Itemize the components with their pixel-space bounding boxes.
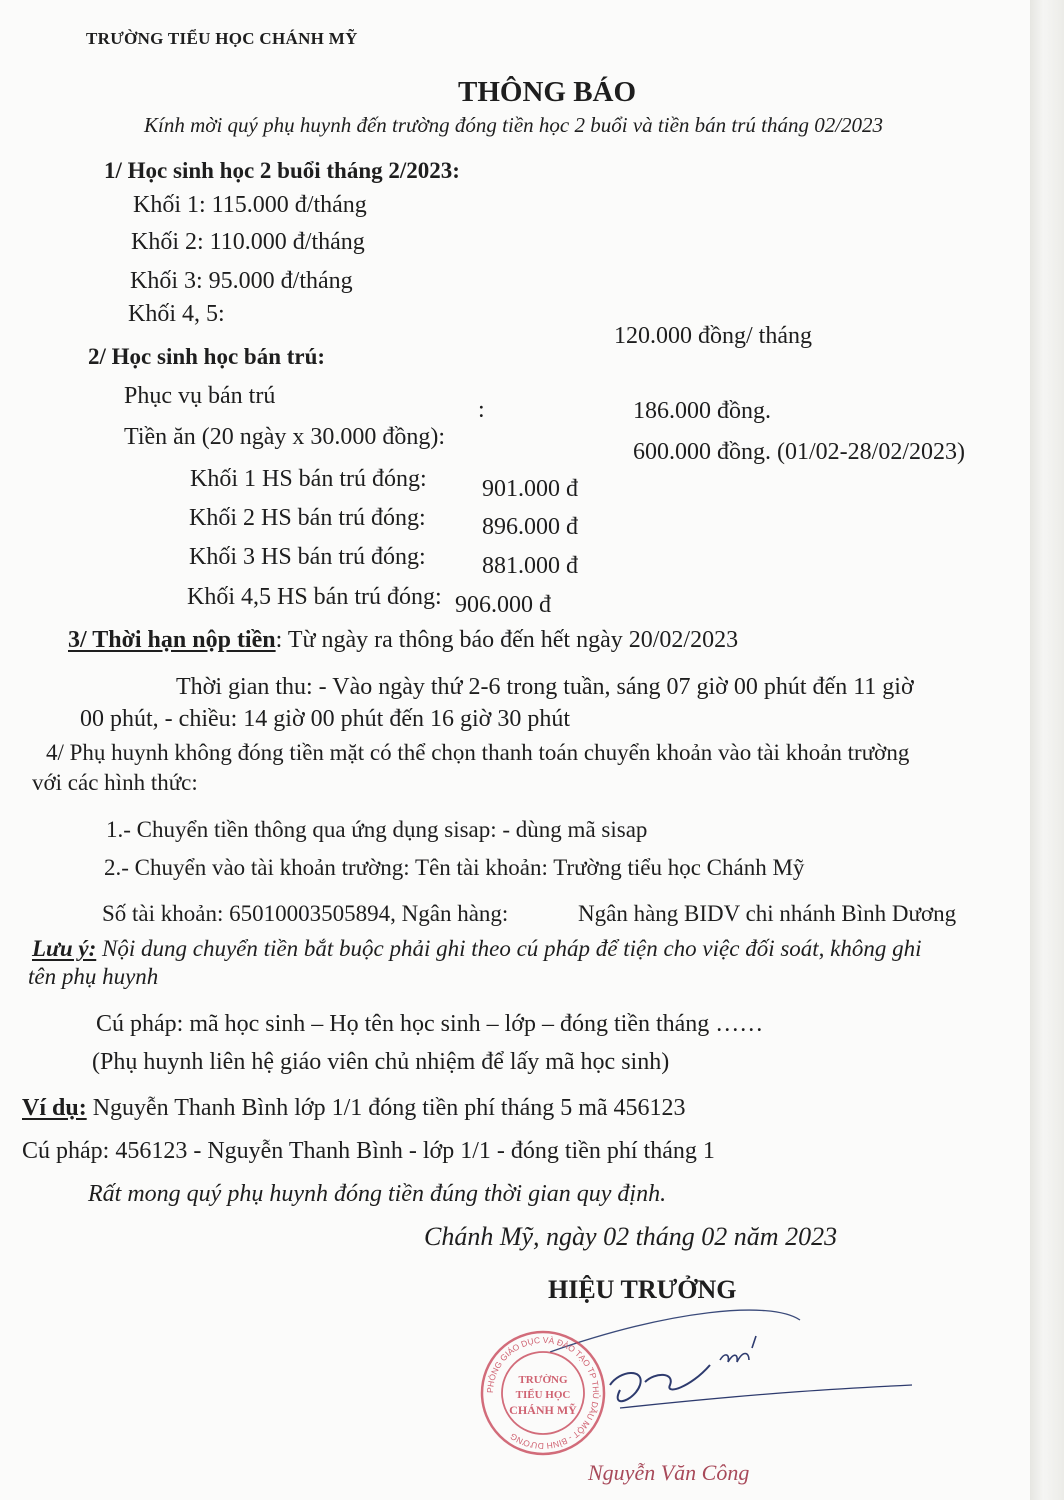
section3-heading: 3/ Thời hạn nộp tiền (68, 627, 276, 653)
example-text: Nguyễn Thanh Bình lớp 1/1 đóng tiền phí tháng 5 mã 456123 (86, 1095, 686, 1121)
note-text: Nội dung chuyển tiền bắt buộc phải ghi theo cú pháp để tiện cho việc đối soát, không ghi (96, 936, 922, 961)
meal-label: Tiền ăn (20 ngày x 30.000 đồng): (124, 424, 446, 450)
payment-method-1: 1.- Chuyển tiền thông qua ứng dụng sisap: - dùng mã sisap (106, 817, 648, 842)
section1-item-1: Khối 1: 115.000 đ/tháng (133, 192, 367, 218)
signer-name: Nguyễn Văn Công (588, 1460, 750, 1485)
stamp-line-3: CHÁNH MỸ (509, 1403, 577, 1417)
grade-fee-label-2: Khối 2 HS bán trú đóng: (189, 505, 426, 531)
section1-item-3: Khối 3: 95.000 đ/tháng (130, 268, 353, 294)
stamp-line-1: TRƯỜNG (518, 1374, 568, 1386)
grade-fee-amount-3: 881.000 đ (482, 553, 578, 579)
example-syntax: Cú pháp: 456123 - Nguyễn Thanh Bình - lớp 1/1 - đóng tiền phí tháng 1 (22, 1138, 715, 1164)
bank-name: Ngân hàng BIDV chi nhánh Bình Dương (578, 901, 957, 926)
grade-fee-amount-1: 901.000 đ (482, 476, 578, 502)
section1-item-4-value: 120.000 đồng/ tháng (614, 323, 812, 349)
collection-time-line1: Thời gian thu: - Vào ngày thứ 2-6 trong tuần, sáng 07 giờ 00 phút đến 11 giờ (176, 674, 914, 700)
stamp-seal-icon (478, 1328, 608, 1458)
grade-fee-label-4: Khối 4,5 HS bán trú đóng: (187, 584, 442, 610)
section4-line2: với các hình thức: (32, 770, 198, 795)
paper-edge (1030, 0, 1064, 1500)
grade-fee-label-1: Khối 1 HS bán trú đóng: (190, 466, 427, 492)
note-line2: tên phụ huynh (28, 964, 159, 989)
service-colon: : (478, 397, 485, 423)
closing-text: Rất mong quý phụ huynh đóng tiền đúng thời gian quy định. (88, 1181, 667, 1207)
section1-item-2: Khối 2: 110.000 đ/tháng (131, 229, 365, 255)
example-line (22, 1096, 686, 1120)
school-name: TRƯỜNG TIỂU HỌC CHÁNH MỸ (86, 29, 358, 48)
contact-note: (Phụ huynh liên hệ giáo viên chủ nhiệm để lấy mã học sinh) (92, 1049, 670, 1075)
section4-line1: 4/ Phụ huynh không đóng tiền mặt có thể chọn thanh toán chuyển khoản vào tài khoản trường (46, 740, 910, 765)
payment-method-2: 2.- Chuyển vào tài khoản trường: Tên tài khoản: Trường tiểu học Chánh Mỹ (104, 855, 805, 880)
meal-value: 600.000 đồng. (01/02-28/02/2023) (633, 439, 965, 465)
document-subtitle: Kính mời quý phụ huynh đến trường đóng tiền học 2 buổi và tiền bán trú tháng 02/2023 (144, 113, 884, 137)
grade-fee-amount-4: 906.000 đ (455, 592, 551, 618)
document-title: THÔNG BÁO (458, 76, 637, 108)
section3-text: : Từ ngày ra thông báo đến hết ngày 20/02/2023 (275, 627, 739, 653)
section1-heading: 1/ Học sinh học 2 buổi tháng 2/2023: (104, 158, 460, 183)
grade-fee-label-3: Khối 3 HS bán trú đóng: (189, 544, 426, 570)
service-value: 186.000 đồng. (633, 398, 771, 424)
grade-fee-amount-2: 896.000 đ (482, 514, 578, 540)
note-line1 (32, 937, 922, 960)
signer-title: HIỆU TRƯỞNG (548, 1275, 737, 1304)
account-number: Số tài khoản: 65010003505894, Ngân hàng: (102, 901, 509, 926)
stamp-line-2: TIỂU HỌC (515, 1389, 571, 1401)
example-label: Ví dụ: (22, 1095, 87, 1121)
section3-line (68, 628, 738, 652)
section2-heading: 2/ Học sinh học bán trú: (88, 344, 326, 369)
official-stamp (478, 1328, 608, 1458)
date-line: Chánh Mỹ, ngày 02 tháng 02 năm 2023 (424, 1222, 838, 1251)
service-label: Phục vụ bán trú (124, 383, 276, 409)
note-label: Lưu ý: (32, 936, 97, 961)
section1-item-4-label: Khối 4, 5: (128, 301, 225, 327)
collection-time-line2: 00 phút, - chiều: 14 giờ 00 phút đến 16 giờ 30 phút (80, 706, 571, 732)
payment-syntax: Cú pháp: mã học sinh – Họ tên học sinh – lớp – đóng tiền tháng …… (96, 1011, 764, 1037)
stamp-ring-text: PHÒNG GIÁO DỤC VÀ ĐÀO TẠO TP THỦ DẦU MỘT - BÌNH DƯƠNG (484, 1334, 602, 1452)
